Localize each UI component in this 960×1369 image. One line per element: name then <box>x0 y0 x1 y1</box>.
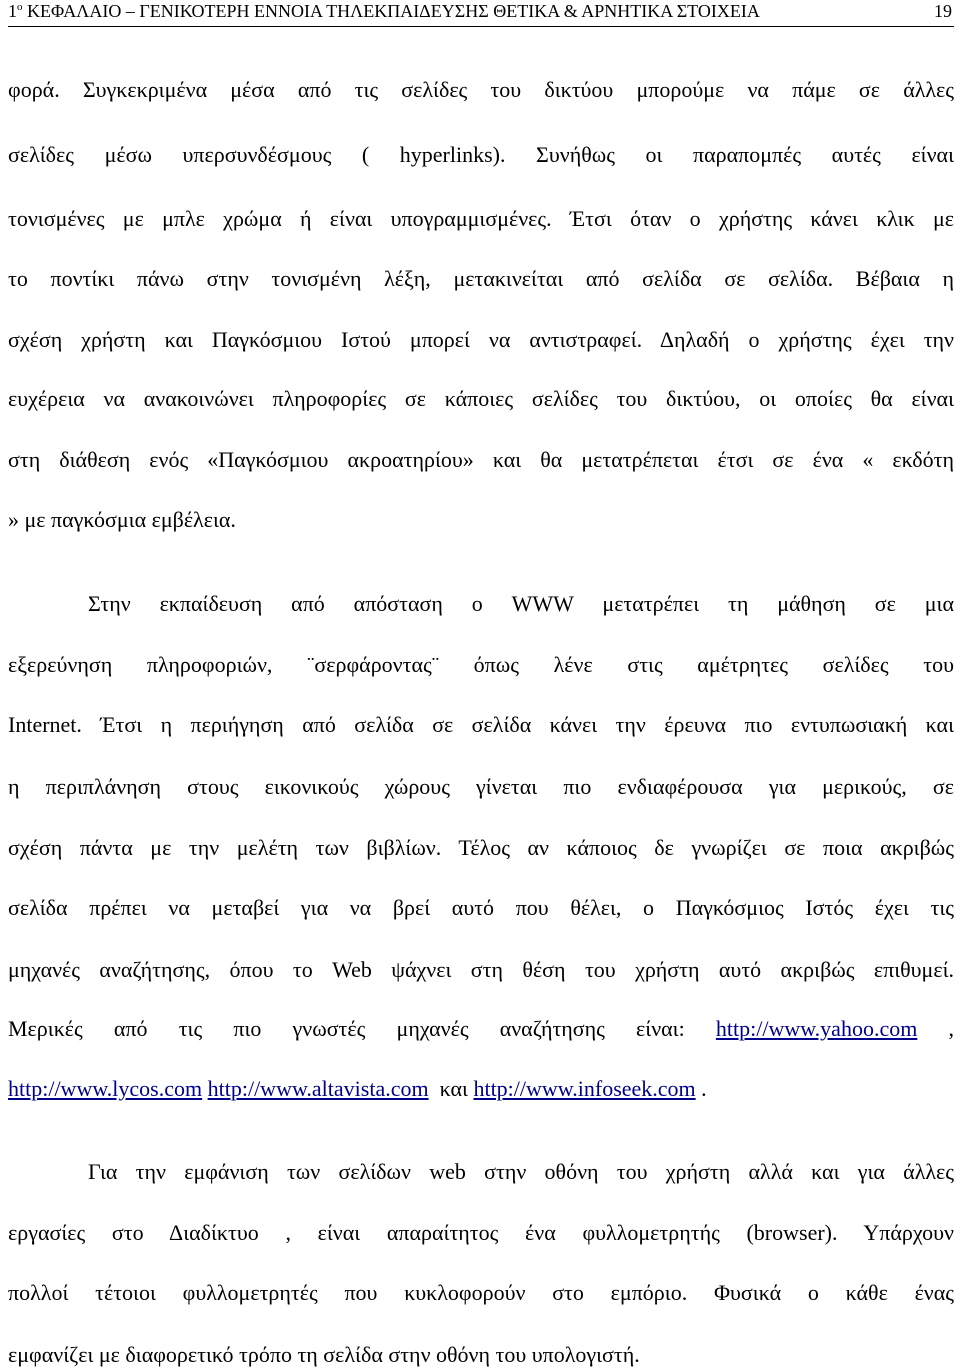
running-header <box>8 0 954 27</box>
link-altavista[interactable]: http://www.altavista.com <box>207 1076 429 1101</box>
body-line: Στην εκπαίδευση από απόσταση ο WWW μετατρέπει τη μάθηση σε μια <box>88 591 954 616</box>
chapter-title: $1^o$ ΚΕΦΑΛΑΙΟ – ΓΕΝΙΚΟΤΕΡΗ ΕΝΝΟΙΑ ΤΗΛΕΚΠΑΙΔΕΥΣΗΣ ΘΕΤΙΚΑ & ΑΡΝΗΤΙΚΑ ΣΤΟΙΧΕΙΑ <box>8 1 760 21</box>
body-line: » με παγκόσμια εμβέλεια. <box>8 507 236 532</box>
search-engines-line <box>8 1015 954 1043</box>
link-yahoo[interactable]: http://www.yahoo.com <box>715 1016 918 1041</box>
body-line: Internet. Έτσι η περιήγηση από σελίδα σε σελίδα κάνει την έρευνα πιο εντυπωσιακή και <box>8 712 954 737</box>
body-line: φορά. Συγκεκριμένα μέσα από τις σελίδες του δικτύου μπορούμε να πάμε σε άλλες <box>8 77 954 102</box>
search-engines-links-line <box>8 1075 954 1103</box>
link-lycos[interactable]: http://www.lycos.com <box>8 1076 203 1101</box>
body-text: . <box>701 1076 707 1101</box>
page-number: 19 <box>934 1 952 21</box>
body-line: σελίδες μέσω υπερσυνδέσμους ( hyperlinks). Συνήθως οι παραπομπές αυτές είναι <box>8 142 954 167</box>
link-infoseek[interactable]: http://www.infoseek.com <box>473 1076 696 1101</box>
body-line: Για την εμφάνιση των σελίδων web στην οθόνη του χρήστη αλλά και για άλλες <box>88 1159 954 1184</box>
body-line: τονισμένες με μπλε χρώμα ή είναι υπογραμμισμένες. Έτσι όταν ο χρήστης κάνει κλικ με <box>8 206 954 231</box>
body-text: και <box>439 1076 468 1101</box>
body-line: σχέση πάντα με την μελέτη των βιβλίων. Τέλος αν κάποιος δε γνωρίζει σε ποια ακριβώς <box>8 835 954 860</box>
body-line: το ποντίκι πάνω στην τονισμένη λέξη, μετακινείται από σελίδα σε σελίδα. Βέβαια η <box>8 266 954 291</box>
body-line: στη διάθεση ενός «Παγκόσμιου ακροατηρίου» και θα μετατρέπεται έτσι σε ένα « εκδότη <box>8 447 954 472</box>
body-line: εργασίες στο Διαδίκτυο , είναι απαραίτητος ένα φυλλομετρητής (browser). Υπάρχουν <box>8 1220 954 1245</box>
body-line: ευχέρεια να ανακοινώνει πληροφορίες σε κάποιες σελίδες του δικτύου, οι οποίες θα είναι <box>8 386 954 411</box>
body-line: πολλοί τέτοιοι φυλλομετρητές που κυκλοφορούν στο εμπόριο. Φυσικά ο κάθε ένας <box>8 1280 954 1305</box>
body-line: εξερεύνηση πληροφοριών, ¨σερφάροντας¨ όπως λένε στις αμέτρητες σελίδες του <box>8 652 954 677</box>
body-line: σχέση χρήστη και Παγκόσμιου Ιστού μπορεί να αντιστραφεί. Δηλαδή ο χρήστης έχει την <box>8 327 954 352</box>
body-line: μηχανές αναζήτησης, όπου το Web ψάχνει στη θέση του χρήστη αυτό ακριβώς επιθυμεί. <box>8 957 954 982</box>
body-line: σελίδα πρέπει να μεταβεί για να βρεί αυτό που θέλει, ο Παγκόσμιος Ιστός έχει τις <box>8 895 954 920</box>
body-line: εμφανίζει με διαφορετικό τρόπο τη σελίδα στην οθόνη του υπολογιστή. <box>8 1342 640 1367</box>
body-line: η περιπλάνηση στους εικονικούς χώρους γίνεται πιο ενδιαφέρουσα για μερικούς, σε <box>8 774 954 799</box>
body-text: , <box>948 1016 954 1041</box>
body-text: Μερικές από τις πιο γνωστές μηχανές αναζήτησης είναι: <box>8 1016 685 1041</box>
